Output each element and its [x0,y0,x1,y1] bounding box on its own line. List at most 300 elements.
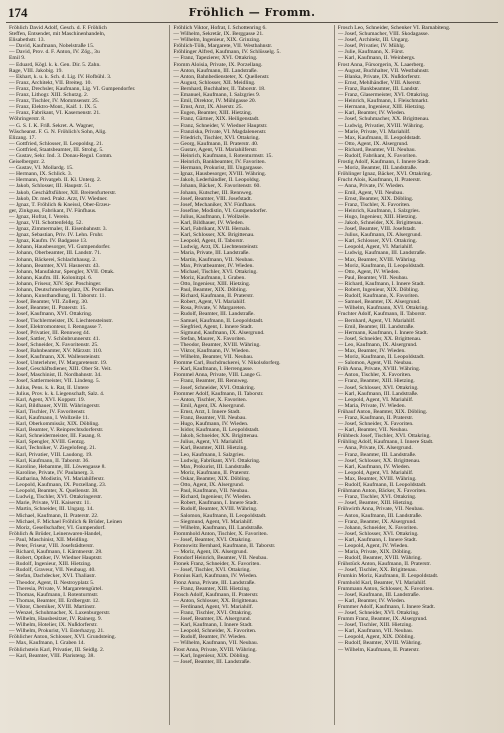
directory-entry: — Katharina, Modistin, VI. Mariahilferstr. [9,475,105,482]
directory-entry: — Leopold, Schneider, X. Favoriten. [173,628,257,635]
directory-entry: — Richard, Kaufmann, II. Praterstr. [173,293,254,300]
directory-entry: — Marie, Private, VII. Kaiserstr. 11. [9,500,91,507]
directory-entry: — Johann, Kaufm. III. Kolonitzpl. 6. [9,274,93,281]
directory-entry: — Leo, Kaufmann, IX. Alsergrund. [337,341,418,348]
directory-entry: — Josef, Beamter, XVI. Ottakring. [173,536,252,543]
directory-entry: — Ludwig, Privatier, XVIII. Währing. [337,122,425,129]
directory-entry: — Karl, Kaufmann, I. Herrengasse. [173,366,254,373]
directory-entry: Fromme Carl, Buchdruckerei, V. Nikolsdorferg. [173,360,281,367]
directory-entry: — Jakob, Schneider, XX. Brigittenau. [173,433,259,440]
directory-entry: — Theresia, Private, V. Margaretengürtel. [9,585,103,592]
directory-entry: — Emanuel, Kaufmann, I. Salzgries 9. [173,92,261,99]
directory-entry: — Leopold, Agent, VI. Mariahilf. [337,396,414,403]
directory-entry: — Karl, Kaufmann, II. Taborstr. 36. [9,457,90,464]
directory-entry: — Karl, Kaufmann, IV. Wieden. [337,463,411,470]
directory-entry: — Rudolf, Kaufmann, X. Favoriten. [337,293,420,300]
directory-entry: Frucht Alois, Kaufmann, II. Praterstr. [337,177,422,184]
directory-entry: — Josefine, Modistin, VI. Gumpendorfer. [173,207,268,214]
directory-entry: — Gustav, Agent, VII. Mariahilferstr. [173,146,258,153]
directory-entry: — Eugen, Beamter, XIII. Hietzing. [173,110,253,117]
directory-entry: — Wilhelm, Hausbesitzer, IV. Rainerg. 9. [9,616,103,623]
directory-entry: — Johann, Hausbesorger, VI. Gumpendorfer. [9,244,111,251]
directory-entry: — Otto, Agent, IX. Alsergrund. [337,140,409,147]
directory-entry: Frühauf Anton, Beamter, XIX. Döbling. [337,408,428,415]
directory-entry: — Josef, Schneider, XVI. Ottakring. [173,384,256,391]
directory-entry: Fromowitz Bernhard, Kaufmann, II. Taborstr. [173,542,276,549]
directory-entry: — Paul, Beamter, VII. Neubau. [337,274,409,281]
directory-entry: — Wilhelm, Kaufmann, XVI. Ottakring. [337,305,429,312]
directory-entry: — G. S. I. K. Friß. Sekret. A. Wagner, [9,122,95,129]
directory-entry: — Rudolf, Beamter, IV. Wieden. [173,634,247,641]
directory-entry: — Jakob, Schlosser, III. Haupstr. 51. [9,183,92,190]
directory-entry: Frommhold Anton, Tischler, X. Favoriten. [173,530,268,537]
directory-entry: — Franz, Tischler, XVI. Ottakring. [173,610,253,616]
directory-entry: — Hermann, Ingenieur, XIII. Hietzing. [337,104,426,111]
directory-entry: Fröhlicher Anton, Schlosser, XVI. Grundsteing. [9,634,116,641]
directory-entry: — Josef, Beamter, IX. Alsergrund. [173,616,251,623]
directory-entry: — Anton, Tischler, X. Favoriten. [173,396,248,403]
directory-entry: — Josef, Schneider, X. Favoritenstr. 25. [9,341,99,348]
directory-entry: — Franz, Beamter, III. Rennweg. [173,378,249,385]
directory-entry: — Emil, Agent, VII. Neubau. [337,189,404,196]
directory-entry: — Rosa, Private, V. Margareten. [173,305,247,312]
directory-entry: — Hugo, Ingenieur, XIII. Hietzing. [337,213,417,220]
directory-entry: — Anton, Bahnbediensteter, X. Quellenstr. [173,73,270,80]
directory-entry: Fronz Anna, Private, III. Landstraße. [173,579,256,586]
directory-entry: — Franz, Tischler, XVI. Ottakring. [337,494,417,501]
directory-entry: — Max, Beamter, IV. Wieden. [337,347,406,354]
directory-entry: — Johann, Friseur, XIV. Spr. Poschinger. [9,280,102,287]
directory-entry: — Karl, Beamter, IV. Wieden. [337,110,406,117]
directory-entry: — Franz, Architekt, VII. Breiteg. 10. [9,79,92,86]
directory-entry: — Karl, Beamter, VII. Neubau. [337,427,409,434]
directory-entry: — Max, Privatbeamter, IV. Wieden. [173,262,254,269]
directory-entry: — Wenzel, Schuhmacher, X. Laxenburgerstr. [9,610,111,616]
directory-entry: — Josef, Schlosser, XVI. Ottakring. [337,530,419,537]
directory-entry: — Josef, Schneider, XX. Brigittenau. [337,335,422,342]
directory-entry: — Moriz, Beamter, III. Landstraße. [337,165,418,172]
page-header [6,6,498,23]
directory-entry: — Josef, Kaufmann, III. Landstraße. [337,591,420,598]
directory-entry: Fröhlich Viktor, Hofrat, I. Schottenring 6. [173,25,267,31]
directory-entry: — Johann, Oberbeamter, III. Landstr. 71. [9,250,102,257]
directory-entry: — Bernhard, Agent, VI. Mariahilf. [337,317,416,324]
directory-entry: — Oskar, Beamter, XIX. Döbling. [173,475,251,482]
directory-entry: Frommel Anna, Private, VIII. Lange G. [173,372,262,379]
directory-entry: — Max, Kaufmann, II. Leopoldstadt. [337,134,422,141]
directory-entry: — Robert, Kaufmann, I. Innere Stadt. [173,500,258,507]
directory-entry: — Karl, Oberkommissär, XIX. Döbling. [9,421,100,428]
directory-entry: — Julius, Kaufmann, I. Wollzeile. [173,213,250,220]
directory-entry: Fruchter Adolf, Kaufmann, II. Taborstr. [337,311,427,318]
directory-entry: — Wilhelm, Hotelier, IX. Nußdorferstr. [9,622,98,629]
directory-entry: — Franz, Kaufmann, II. Praterstr. [337,415,414,421]
directory-entry: — Josef, Beamter, XIII. Hietzing. [337,500,414,507]
directory-entry: — Otto, Ingenieur, XIII. Hietzing. [173,280,251,287]
directory-entry: — Leopold, Agent, XIX. Döbling. [337,634,415,641]
directory-entry: Frühwirth Anna, Private, VII. Neubau. [337,506,424,513]
directory-entry: — Moriz, Kaufmann, II. Leopoldstadt. [337,354,425,361]
directory-entry: — Jakob, Geschäftsführer, XII. Breitenfurterstr. [9,189,117,196]
directory-entry: — August, Buchhalter, VII. Westbahnstr. [337,67,430,74]
directory-entry: — Michael, F. Michael Fröhlich & Brüder, Leinen [9,518,123,525]
directory-entry: Frühstück Anton, Kaufmann, II. Praterstr. [337,561,431,568]
directory-entry: — Hermann, IX. Schlick. 3. [9,171,73,178]
directory-entry: — Leopold, Kaufmann, IX. Porzellang. 23. [9,482,107,489]
directory-entry: — Franz, Beamter, VII. Neubau. [173,415,247,421]
directory-entry: Wäscheanst. F. G. N. Fröhlich's Sohn, Alig. [9,128,107,135]
directory-entry: — Josef, Tischlermeister, IX. Liechtensteinstr. [9,317,113,324]
directory-entry: — Karl, Kaufmann, VII. Neubau. [337,628,414,635]
directory-entry: — Karl, Kaufmann, II. Weinbergs. [337,55,416,62]
directory-entry: — Josef, Beamter, VIII. Josefstadt. [173,195,252,202]
directory-entry: — Heinrich, Bankbeamter, IV. Favoriten. [173,159,266,166]
directory-entry: — Max, Kaufmann, I. Graben 14. [9,640,85,647]
directory-entry: — Ernst, Arzt, IX. Alserstr. 25. [173,104,243,111]
directory-entry: — Emil, Beamter, III. Landstraße. [337,323,415,330]
directory-entry: — Viktor, Chemiker, XVIII. Martinstr. [9,603,96,610]
directory-entry: — Heinrich, Kaufmann, I. Fleischmarkt. [337,98,429,105]
directory-entry: — Hermann, Prokurist, III. Ungargasse. [173,165,264,172]
directory-entry: Fröhlinger Alfred, Kaufmann, IV. Schlüsselg. 5. [173,49,281,56]
directory-entry: — Siegmund, Agent, VI. Mariahilf. [173,518,254,525]
directory-entry: — Franziska, Private, VI. Magdalenenstr. [173,128,267,135]
directory-entry: — Leopold, Agent, VI. Mariahilf. [337,469,414,476]
directory-entry: — Karl, Kaufmann, I. Innere Stadt. [337,536,418,543]
directory-entry: Frühmann Anton, Bäcker, X. Favoriten. [337,488,427,495]
directory-entry: — Karl, Fabrikant, XVII. Hernals. [173,226,251,233]
directory-entry: — Franz, Glasermeister, XVI. Ottakring. [337,92,430,99]
directory-entry: — Anton, Tischler, X. Favoriten. [337,372,412,379]
directory-entry: — Johann, Kunsthandlung, II. Taborstr. 11. [9,293,106,300]
directory-entry: — Franz, Schneider, V. Wiedner Hauptstr. [173,122,268,129]
directory-entry: — Rudolf, Beamter, III. Landstraße. [173,311,255,318]
directory-entry: — Anna, Private, IX. Alsergrund. [337,445,413,452]
directory-entry: — Jgnaz, VII. Schottenfeldg. 52. [9,220,83,226]
directory-entry: — Karl, Beamter, IV. Wieden. [337,597,406,604]
directory-entry: Frummann Anton, Schlosser, X. Favoriten. [337,585,434,592]
directory-entry: — Josef, Schneider, XVI. Ottakring. [337,610,420,616]
directory-entry: — Josef, Tischler, XIII. Hietzing. [337,622,413,629]
directory-entry: — Peter, Friseur, VIII. Josefstädterstr. [9,542,94,549]
directory-entry: — Rudolf, Beamter, XVIII. Währing. [337,555,422,562]
directory-entry: — Wilhelm, Sekretär, IX. Berggasse 21. [173,31,264,38]
directory-entry: — Max, Beamter, XVIII. Währing. [337,256,417,263]
directory-entry: Frosch Leo, Schneider, Schenker VI. Barnabiteng. [337,25,451,31]
directory-entry: — Ernst, Mehlhändler, VIII. Alserstr. [337,79,422,86]
directory-entry: — Josef, Schlosser, XVI. Ottakring. [337,384,419,391]
directory-entry: Frumm Franz, Beamter, IX. Alsergrund. [337,616,428,623]
directory-entry: — Paul, Beamter, XIX. Döbling. [173,287,248,294]
directory-entry: — Josef, Schneider, X. Favoriten. [337,421,414,428]
directory-entry: — Josef, Schuhmacher, XX. Brigittenau. [337,116,430,123]
directory-entry: — Moriz, Agent, IX. Alsergrund. [173,549,248,556]
directory-entry: — Franz, Beamter, XIII. Hietzing. [173,585,251,592]
directory-entry: — Karl, Kaufmann, I. Wollzeile 11. [9,415,90,421]
directory-entry: Frühling Adolf, Kaufmann, I. Innere Stadt. [337,439,434,446]
directory-entry: — Wilhelm, Ingenieur, XIX. Grinzing. [173,37,261,44]
directory-entry: — Franz, Beamter, XIII. Hietzing. [337,378,415,385]
directory-entry: — Karoline, Hebamme, III. Löwengasse 8. [9,463,106,470]
directory-entry: — Heinrich, Kaufmann, I. Salzgries. [337,207,420,214]
directory-entry: — Samuel, Beamter, IX. Alsergrund. [337,299,421,306]
directory-entry: — Julius, Agent, VI. Mariahilf. [173,439,244,446]
directory-entry: — Robert, Ingenieur, XIX. Döbling. [337,287,420,294]
directory-entry: Steffen, Entsendet, mit Maschinenhandeln, [9,31,106,38]
directory-entry: Frost Anna, Private, XVIII. Währing. [173,646,257,653]
directory-entry: Fröhlichstein Karl, Privatier, III. Seidlg. 2. [9,646,105,653]
directory-entry: — Josef, Schlosser, XX. Brigittenau. [337,457,421,464]
directory-entry: — Robert, Optiker, IV. Wiedner Hauptstr. [9,555,103,562]
directory-entry: — Rudolf, Graveur, VII. Neubaug. 40. [9,567,96,574]
directory-entry: — Martin, Kaufmann, VII. Neubau. [173,256,255,263]
directory-entry: — Michael, Kaufmann, II. Praterstr. 22. [9,512,99,519]
directory-entry: — Paul, Maschinist, XII. Meidling. [9,536,89,543]
directory-entry: — Josef, Sattler, V. Schönbrunnerstr. 41. [9,335,100,342]
directory-entry: — Blanka, Private, IX. Nußdorferstr. [337,73,421,80]
running-head: Fröhlich — Fromm. [188,6,316,19]
directory-entry: — Johann, Kutscher, III. Rennweg. [173,189,253,196]
directory-entry: — Karl, Ingenieur, XIX. Döbling. [173,652,250,659]
directory-entry: — Rudolf, Beamter, XVIII. Währing. [173,506,258,513]
column-1 [6,25,169,725]
directory-entry: Frühbeck Josef, Tischler, XVI. Ottakring. [337,433,431,440]
directory-entry: — Karl, Kaufmann, III. Landstraße. [337,390,419,397]
directory-entry: — Wilhelm, Beamter, VII. Neubau. [173,354,254,361]
directory-entry: — Sigmund, Kaufmann, IX. Alsergrund. [173,329,265,336]
directory-entry: Fröhlich-Tölk, Margarete, VII. Westbahnstr. [173,43,273,50]
directory-entry: — Karl, Bildhauer, IV. Wieden. [173,220,245,226]
directory-entry: — Julius, Kaufmann, IX. Alsergrund. [337,232,422,239]
directory-entry: — Rudolf, Ingenieur, XIII. Hietzing. [9,561,92,568]
directory-entry: Elisabethstr. 13. [9,37,45,44]
directory-entry: — Robert, Agent, VI. Mariahilf. [173,299,246,306]
directory-entry: — Jakob, Lederhändler, II. Leopoldsg. [173,177,261,184]
directory-entry: Wöhringerstr. 8. [9,116,46,123]
directory-entry: — Moriz, Gesellschafter, VI. Gumpendorf. [9,524,106,531]
directory-entry: — Karl, Bildhauer, XVIII. Währingerstr. [9,402,101,409]
directory-entry: — Samuel, Kaufmann, II. Leopoldstadt. [173,317,264,324]
directory-entry: — Franz, Beamter, III. Landstraße. [337,451,417,458]
directory-entry: — Ludwig, Arzt, IX. Liechtensteinstr. [173,244,259,251]
directory-entry: — Julius, Prov. k. k. Liegenschaft, Salz. 4. [9,390,105,397]
directory-entry: — Ludwig, Kaufmann, III. Landstraße. [337,250,426,257]
directory-columns [6,25,498,725]
directory-entry: — Bernhard, Buchhalter, II. Taborstr. 18. [173,85,266,92]
directory-entry: — Anton, Kaufmann, III. Landstraße. [173,67,258,74]
directory-entry: — Jgnaz, Hofrat, I. Verein. [9,213,70,220]
directory-entry: — Karl, Techniker, V. Ziegelofeng. 21. [9,445,97,452]
directory-entry: — Josef, Kaufmann, XVI. Ottakring. [9,311,93,318]
directory-entry: — Emil, Direktor, IV. Mühlgasse 20. [173,98,257,105]
directory-entry: — Friedrich, Tischler, XVI. Ottakring. [173,134,260,141]
directory-entry: — Eduard, Kögl. k. k. Gen. Dir. 5. Zahn. [9,61,101,68]
directory-entry: Frommer Adolf, Kaufmann, II. Taborstr. [173,390,264,397]
directory-entry: — Theodor, Agent, II. Nestroyplatz 5. [9,579,95,586]
directory-entry: Frummer Adolf, Kaufmann, I. Innere Stadt. [337,603,436,610]
directory-entry: — Anna, Private, IV. Wieden. [337,183,405,190]
directory-entry: Fröhlich & Brüder, Leinenwaren-Handel, [9,530,102,537]
directory-entry: — Marie, Private, VI. Mariahilf. [337,128,411,135]
column-3 [334,25,498,725]
directory-entry: Emil 9. [9,55,26,62]
directory-entry: — Josef, Unterlehrer, IV. Margaretenstr. 19. [9,360,108,367]
directory-entry: — Josef, Tischler, XX. Brigittenau. [337,567,417,574]
directory-entry: Fronius Karl, Kaufmann, IV. Wieden. [173,573,258,580]
directory-entry: — Jgnaz, Sebastian, Priv. IV. Lehn. Fruhr. [9,232,104,239]
directory-entry: — Moriz, Kaufmann, II. Leopoldstadt. [337,262,425,269]
directory-entry: Fronek Franz, Schneider, X. Favoriten. [173,561,261,568]
directory-entry: — Josef, Kaufmann, XX. Wallensteinstr. [9,354,101,361]
directory-entry: — Josef, Geschäftsdiener, XIII. Ober St. Veit. [9,366,112,373]
directory-entry: — Josef, Sattlermeister, VII. Lindeng. 5. [9,378,101,385]
directory-entry: — Johann, Bäcker, X. Favoritenstr. 60. [173,183,261,190]
directory-entry: — Jgnaz, T. Fröhlich & Kneissl, Ober-Erzeu- [9,201,111,208]
directory-entry: — Josef, Privatier, IV. Mühlg. [337,43,406,50]
directory-entry: — Heinrich, Kaufmann, I. Rotenturmstr. 15. [173,152,273,159]
directory-entry: — Franz, Gärtner, XIX. Heiligenstadt. [173,116,260,123]
directory-entry: — Josef, Elektromonteur, I. Renngasse 7. [9,323,103,330]
directory-entry: — Franz, Bankbeamter, III. Landstr. [337,85,420,92]
directory-entry: — Karoline, Private, IV. Paulanerg. 3. [9,469,95,476]
directory-entry: — Leopold, Agent, IV. Wieden. [337,542,409,549]
directory-entry: Rage, VIII. Jakobig. 19. [9,67,63,74]
directory-entry: — Josef, Architekt, III. Ungarg. [337,37,410,44]
directory-entry: — Josef, Schumacher, VIII. Skodagasse. [337,31,429,38]
directory-entry: Frosch Adolf, Kaufmann, II. Praterstr. [173,591,259,598]
directory-entry: — Franz, Tischler, IV. Mommsenstr. 25. [9,98,100,105]
directory-entry: — Rudolf, Kaufmann, II. Leopoldstadt. [337,482,427,489]
directory-entry: — Wilhelm, Kaufmann, II. Praterstr. [337,646,420,653]
directory-entry: — Stefan, Maurer, X. Favoriten. [173,335,247,342]
directory-entry: — August, Schlosser, XII. Meidling. [173,79,256,86]
directory-entry: — Julius, Pens. k. k. Rat, II. Untere [9,384,89,391]
directory-entry: Frondorf Heinrich, Beamter, VII. Neubau. [173,555,268,562]
directory-entry: — Ekhart, k. u. k. Sch. d. Lig. IV. Hofbühl. 3. [9,73,112,80]
directory-entry: — Leopold, Beamter, X. Quellenstr. 38. [9,488,99,495]
directory-entry: — Karl, Privatier, VIII. Laudong. 19. [9,451,93,458]
directory-entry: — Viktor, Kaufmann, IV. Wieden. [173,347,250,354]
directory-entry: — Jakob, Schneider, XX. Brigittenau. [337,220,423,226]
directory-entry: — Franz, Tischler, X. Favoriten. [337,201,411,208]
directory-entry: — Ernst, Beamter, XIX. Döbling. [337,195,414,202]
directory-entry: — Johann, Beamter, XVI. Hasnerstr. 43. [9,262,100,269]
directory-entry: — Salomon, Kaufmann, II. Leopoldstadt. [173,512,267,519]
directory-entry: — Wilhelm, Kaufmann, VII. Neubau. [173,640,259,647]
directory-entry: — Emil, Agent, IX. Alsergrund. [173,402,246,409]
directory-entry: — Richard, Beamter, VII. Neubau. [337,146,416,153]
directory-entry: — Gustav, VI. Mollardg. 15. [9,165,74,172]
directory-entry: — Johann, Deutschmeisterplatz, IX. Porzellan. [9,287,115,294]
directory-entry: — Max, Prokurist, III. Landstraße. [173,463,252,470]
page-number: 174 [8,5,28,20]
directory-entry: — Karl, Beamter, VIII. Piaristeng. 38. [9,652,95,659]
directory-entry: — Anton, Schlosser, XX. Brigittenau. [173,597,259,604]
directory-entry: — Wilhelm, Kaufmann, III. Landstraße. [173,524,264,531]
directory-entry: — Franz, Fabrikant, VI. Kasernenstr. 21. [9,110,101,117]
directory-entry: Frumhold Karl, Beamter, VI. Mariahilf. [337,579,427,586]
directory-entry: ger, Zinkguss, Fabrikant, IV. Fünfhaus. [9,207,97,214]
directory-entry: — Ludwig, Tischler, XVI. Ottakringerstr. [9,494,102,501]
directory-entry: — Martin, Schneider, III. Ungarg. 14. [9,506,94,513]
directory-entry: — Richard, Kaufmann, I. Kärntnerstr. 28. [9,549,103,556]
directory-entry: — Maria, Private, III. Landstraße. [173,250,250,257]
directory-entry: — Otto, Agent, IV. Wieden. [337,268,400,275]
directory-entry: — Franz, Beamter, IX. Alsergrund. [337,518,417,525]
directory-entry: — Karl, Schneidermeister, III. Fasang. 8. [9,433,102,440]
directory-entry: — Richard, Ingenieur, IV. Wieden. [173,494,252,501]
directory-entry: — Gottfried, Staatsbeamter, III. Strohg. 5. [9,146,104,153]
directory-entry: — Isidor, Kaufmann, II. Leopoldstadt. [173,427,260,434]
directory-entry: — Rudolf, Beamter, XVIII. Währing. [337,640,422,647]
directory-entry: — Michael, Tischler, XVI. Ottakring. [173,268,258,275]
directory-entry: — Franz, Lithogr. XIII. Schutzg. 2. [9,92,89,99]
directory-entry: Frostig Adolf, Kaufmann, I. Innere Stadt. [337,159,431,166]
directory-entry: — Josef, Beamter, III. Landstraße. [173,658,251,665]
directory-entry: Fromm Aloisia, Private, IX. Porzellang. [173,61,263,68]
directory-entry: — Josef, Beamter, II. Praterstr. 15. [9,305,87,312]
directory-entry: — Anton, Kaufmann, III. Landstraße. [337,512,423,519]
directory-entry: — Stefan, Dachdecker, XVI. Thaliastr. [9,573,96,580]
directory-entry: — Leopold, Agent, II. Taborstr. [173,238,244,245]
directory-entry: Geiselbergstr. 2. [9,159,46,166]
directory-entry: — Karl, Agent, XVI. Koppstr. 19. [9,396,86,403]
directory-entry: — Maria, Private, IV. Wieden. [337,402,406,409]
directory-entry: — Jgnaz, Kaufm. IV. Badgasse 13. [9,238,88,245]
directory-entry: — Johann, Bäckerei, Schlachthausg. 2. [9,256,97,263]
directory-entry: — Rudolf, Fabrikant, X. Favoriten. [337,152,417,159]
directory-entry: — Moriz, Kaufmann, II. Praterstr. [173,469,250,476]
directory-entry: — Otto, Agent, IX. Alsergrund. [173,482,245,489]
directory-entry: — Josef, Maschinist, II. Nordbahnstr. 34. [9,372,102,379]
directory-entry: — Georg, Kaufmann, II. Praterstr. 40. [173,140,259,147]
directory-entry: — David, Kaufmann, Nobelstraße 15. [9,43,95,50]
directory-entry: — Salomon, Agent, VII. Neubau. [337,360,413,367]
directory-entry: — Karl, Beamter, XIII. Hietzing. [173,445,248,452]
directory-entry: — Josef, Mechaniker, XV. Fünfhaus. [173,201,257,208]
directory-entry: — Johann, Manufaktur, Spengler, XVII. Ottak. [9,268,115,275]
directory-entry: — Jakob, Dr. med. Prakt. Arzt, IV. Wiedner. [9,195,108,202]
directory-entry: — Julie, Kaufmann, X. Fürst. [337,49,405,56]
directory-entry: Elizang. 17. [9,134,36,141]
directory-entry: — Theodor, Beamter, XVIII. Währing. [173,341,261,348]
directory-entry: Fröhlich David Adolf, Gesch. d. F. Fröhlich [9,25,107,31]
directory-entry: — Ferdinand, Agent, VI. Mariahilf. [173,603,254,610]
directory-entry: — Ludwig, Fabrikant, XVI. Ottakring. [173,457,261,464]
directory-entry: — Franz, Tapezierer, XVI. Ottakring. [173,55,258,62]
directory-entry: — Paul, Kaufmann, VII. Neubau. [173,488,249,495]
directory-entry: — Jgnaz, Zimmermaler, II. Eisenbahnstr. 3. [9,226,107,233]
directory-entry: — Ignaz, Hausbesorger, XVIII. Währing. [173,171,267,178]
directory-entry: — Gottfried, Schlosser, II. Leopoldsg. 21. [9,140,104,147]
directory-entry: — Karl, Tischler, IV. Favoritenstr. [9,408,86,415]
directory-entry: — Thomas, Beamter, III. Erdbergstr. 12. [9,597,100,604]
directory-entry: — Thomas, Kaufmann, I. Rotenturmstr. [9,591,99,598]
directory-entry: — Leopold, Agent, VI. Mariahilf. [337,244,414,251]
directory-entry: — Josef, Tischler, XVI. Ottakring. [173,567,251,574]
directory-entry: — Leo, Kaufmann, I. Salzgries. [173,451,245,458]
directory-entry: — Moriz, Kaufmann, I. Graben. [173,274,246,281]
directory-entry: — Karl, Spengler, XVIII. Gentzg. [9,439,86,446]
directory-entry: — David, Prov. d. F. Anton, IV. Zög., 3u [9,49,100,56]
directory-entry: — Karl, Beamter, V. Reinprechtsdorferstr. [9,427,104,434]
directory-entry: — Gustav, Sekr. Ind. 3. Donau-Regul. Comm. [9,152,113,159]
directory-entry: Früh Anna, Private, XVIII. Währing. [337,366,421,373]
directory-entry: — Karl, Schlosser, XVI. Ottakring. [337,238,417,245]
directory-entry: Frumkin Moriz, Kaufmann, II. Leopoldstadt. [337,573,439,580]
directory-entry: — Johann, Schneider, X. Favoriten. [337,524,418,531]
directory-entry: — Franz, Elektro-Mont., Kaif. 1. IX. 5. [9,104,98,111]
